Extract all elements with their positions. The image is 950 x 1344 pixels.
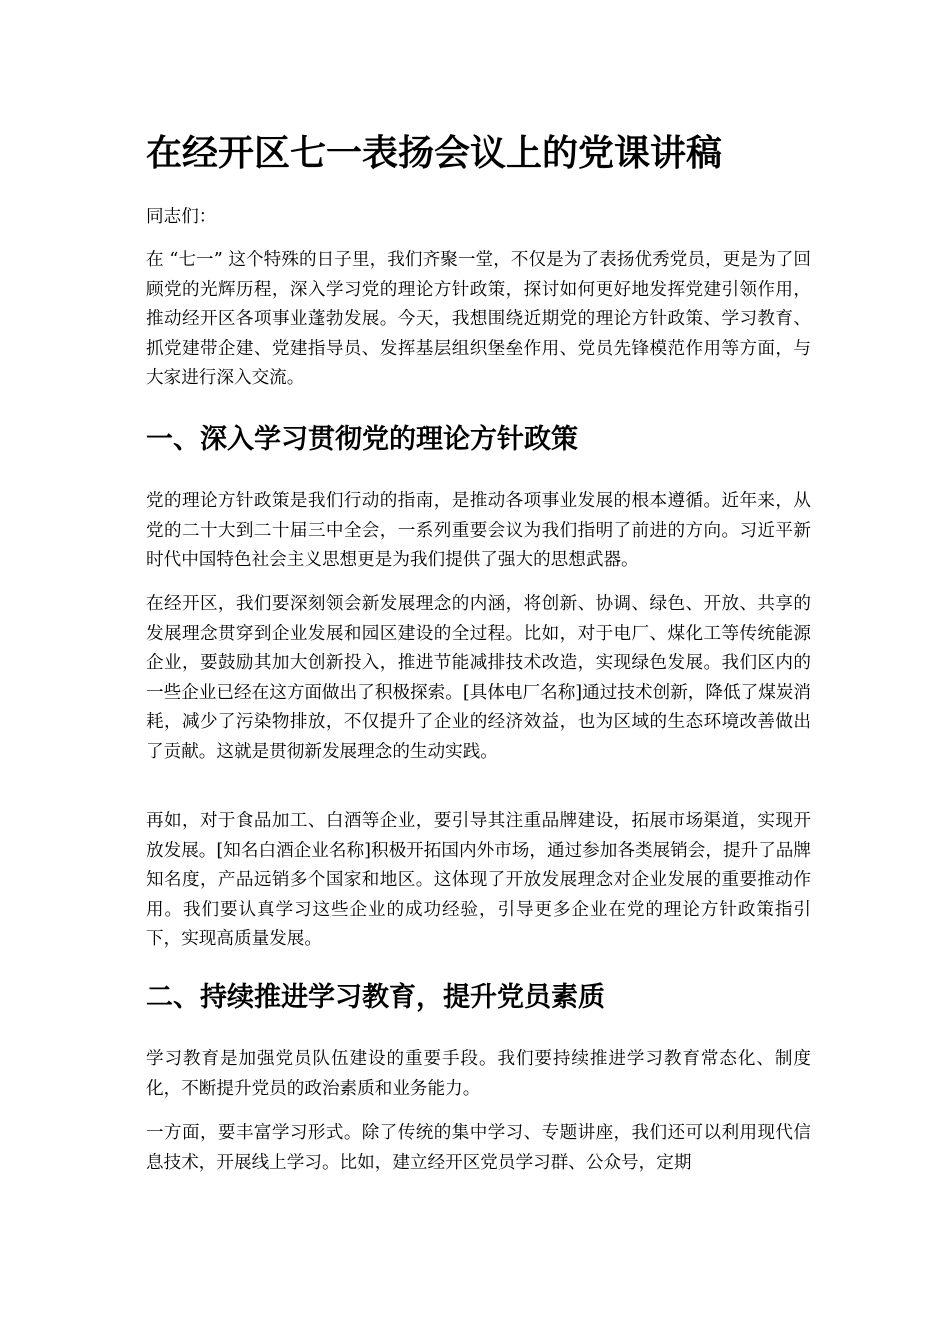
- intro-paragraph: 在 “七一” 这个特殊的日子里，我们齐聚一堂，不仅是为了表扬优秀党员，更是为了回顾党的光辉历程，深入学习党的理论方针政策，探讨如何更好地发挥党建引领作用，推动经开区各项事业蓬勃发展。今天，我想围绕近期党的理论方针政策、学习教育、抓党建带企建、党建指导员、发挥基层组织堡垒作用、党员先锋模范作用等方面，与大家进行深入交流。: [146, 250, 811, 388]
- salutation: 同志们：: [146, 207, 217, 227]
- section-2-paragraph-2: 一方面，要丰富学习形式。除了传统的集中学习、专题讲座，我们还可以利用现代信息技术，开展线上学习。比如，建立经开区党员学习群、公众号，定期: [146, 1123, 811, 1173]
- section-1-paragraph-3: 再如，对于食品加工、白酒等企业，要引导其注重品牌建设，拓展市场渠道，实现开放发展。[知名白酒企业名称]积极开拓国内外市场，通过参加各类展销会，提升了品牌知名度，产品远销多个国家和地区。这体现了开放发展理念对企业发展的重要推动作用。我们要认真学习这些企业的成功经验，引导更多企业在党的理论方针政策指引下，实现高质量发展。: [146, 811, 811, 949]
- section-1-heading: 一、深入学习贯彻党的理论方针政策: [146, 424, 578, 455]
- section-2-heading: 二、持续推进学习教育，提升党员素质: [146, 982, 605, 1013]
- section-1-paragraph-1: 党的理论方针政策是我们行动的指南，是推动各项事业发展的根本遵循。近年来，从党的二十大到二十届三中全会，一系列重要会议为我们指明了前进的方向。习近平新时代中国特色社会主义思想更是为我们提供了强大的思想武器。: [146, 491, 811, 570]
- document-title: 在经开区七一表扬会议上的党课讲稿: [146, 132, 723, 174]
- section-2-paragraph-1: 学习教育是加强党员队伍建设的重要手段。我们要持续推进学习教育常态化、制度化，不断提升党员的政治素质和业务能力。: [146, 1049, 811, 1099]
- section-1-paragraph-2: 在经开区，我们要深刻领会新发展理念的内涵，将创新、协调、绿色、开放、共享的发展理念贯穿到企业发展和园区建设的全过程。比如，对于电厂、煤化工等传统能源企业，要鼓励其加大创新投入，推进节能减排技术改造，实现绿色发展。我们区内的一些企业已经在这方面做出了积极探索。[具体电厂名称]通过技术创新，降低了煤炭消耗，减少了污染物排放，不仅提升了企业的经济效益，也为区域的生态环境改善做出了贡献。这就是贯彻新发展理念的生动实践。: [146, 594, 811, 762]
